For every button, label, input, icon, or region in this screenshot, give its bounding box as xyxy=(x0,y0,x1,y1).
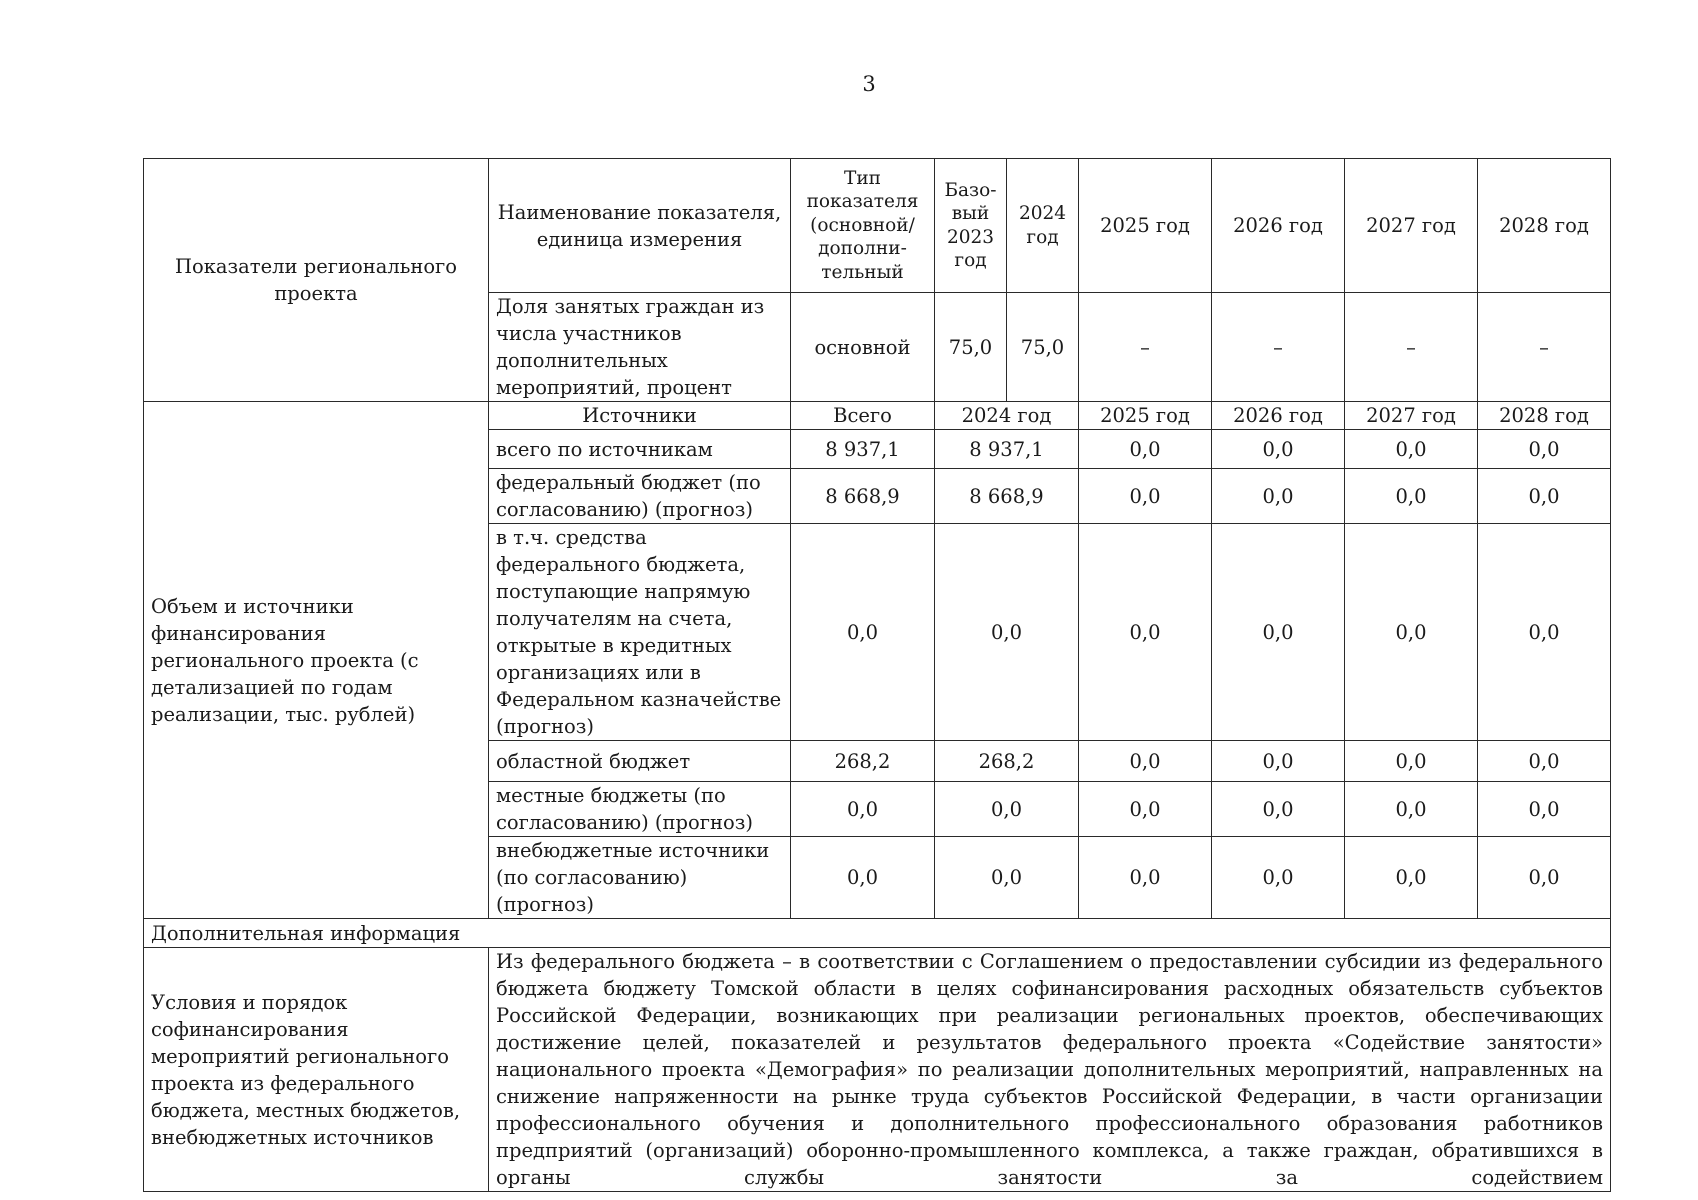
financing-section-label: Объем и источники финансирования регионального проекта (с детализацией по годам реализации, тыс. рублей) xyxy=(144,402,489,919)
indicator-2025: – xyxy=(1079,293,1212,402)
financing-header-row xyxy=(144,402,1611,430)
financing-2026: 0,0 xyxy=(1212,741,1345,782)
financing-2027: 0,0 xyxy=(1345,430,1478,469)
financing-2026: 0,0 xyxy=(1212,524,1345,741)
financing-total: 8 668,9 xyxy=(791,469,935,524)
financing-2028: 0,0 xyxy=(1478,741,1611,782)
financing-2024: 268,2 xyxy=(935,741,1079,782)
financing-2025: 0,0 xyxy=(1079,430,1212,469)
financing-2025: 0,0 xyxy=(1079,782,1212,837)
financing-total: 0,0 xyxy=(791,782,935,837)
financing-2026: 0,0 xyxy=(1212,430,1345,469)
indicator-base-header: Базо-вый 2023 год xyxy=(935,159,1007,293)
financing-source: местные бюджеты (по согласованию) (прогноз) xyxy=(489,782,791,837)
financing-2025: 0,0 xyxy=(1079,741,1212,782)
financing-total: 0,0 xyxy=(791,524,935,741)
indicator-2025-header: 2025 год xyxy=(1079,159,1212,293)
indicator-2027-header: 2027 год xyxy=(1345,159,1478,293)
indicator-2026: – xyxy=(1212,293,1345,402)
financing-2025-header: 2025 год xyxy=(1079,402,1212,430)
financing-source: всего по источникам xyxy=(489,430,791,469)
indicator-2028-header: 2028 год xyxy=(1478,159,1611,293)
financing-2025: 0,0 xyxy=(1079,469,1212,524)
financing-source-header: Источники xyxy=(489,402,791,430)
financing-2024: 0,0 xyxy=(935,524,1079,741)
project-table xyxy=(143,158,1611,1192)
indicator-name-header: Наименование показателя, единица измерения xyxy=(489,159,791,293)
financing-2027: 0,0 xyxy=(1345,524,1478,741)
financing-2026: 0,0 xyxy=(1212,782,1345,837)
indicator-2027: – xyxy=(1345,293,1478,402)
financing-2025: 0,0 xyxy=(1079,524,1212,741)
financing-2028: 0,0 xyxy=(1478,524,1611,741)
financing-2024: 0,0 xyxy=(935,782,1079,837)
financing-2024: 0,0 xyxy=(935,837,1079,919)
indicator-base: 75,0 xyxy=(935,293,1007,402)
additional-label: Условия и порядок софинансирования мероприятий регионального проекта из федерального бюджета, местных бюджетов, внебюджетных источников xyxy=(144,948,489,1192)
financing-2028: 0,0 xyxy=(1478,469,1611,524)
additional-heading: Дополнительная информация xyxy=(144,919,1611,948)
financing-2028-header: 2028 год xyxy=(1478,402,1611,430)
additional-heading-row xyxy=(144,919,1611,948)
financing-total: 268,2 xyxy=(791,741,935,782)
financing-2027: 0,0 xyxy=(1345,469,1478,524)
financing-2027-header: 2027 год xyxy=(1345,402,1478,430)
financing-2026: 0,0 xyxy=(1212,837,1345,919)
indicator-2024: 75,0 xyxy=(1007,293,1079,402)
indicators-header-row xyxy=(144,159,1611,293)
page-number: 3 xyxy=(862,72,876,96)
indicator-type-header: Тип показателя (основной/ дополни-тельный xyxy=(791,159,935,293)
indicator-type: основной xyxy=(791,293,935,402)
financing-2027: 0,0 xyxy=(1345,837,1478,919)
financing-total: 8 937,1 xyxy=(791,430,935,469)
financing-2028: 0,0 xyxy=(1478,782,1611,837)
additional-row xyxy=(144,948,1611,1192)
financing-2028: 0,0 xyxy=(1478,430,1611,469)
indicator-2026-header: 2026 год xyxy=(1212,159,1345,293)
financing-2026-header: 2026 год xyxy=(1212,402,1345,430)
financing-2026: 0,0 xyxy=(1212,469,1345,524)
indicator-name: Доля занятых граждан из числа участников дополнительных мероприятий, процент xyxy=(489,293,791,402)
financing-2027: 0,0 xyxy=(1345,741,1478,782)
financing-source: федеральный бюджет (по согласованию) (прогноз) xyxy=(489,469,791,524)
financing-2028: 0,0 xyxy=(1478,837,1611,919)
additional-text-body: Из федерального бюджета – в соответствии с Соглашением о предоставлении субсидии из федерального бюджета бюджету Томской области в целях софинансирования расходных обязательств субъектов Российской Федерации, возникающих при реализации региональных проектов, обеспечивающих достижение целей, показателей и результатов федерального проекта «Содействие занятости» национального проекта «Демография» по реализации дополнительных мероприятий, направленных на снижение напряженности на рынке труда субъектов Российской Федерации, в части организации профессионального обучения и дополнительного профессионального образования работников предприятий (организаций) оборонно-промышленного комплекса, а также граждан, обратившихся в органы службы занятости за содействием xyxy=(496,950,1603,1189)
indicator-2024-header: 2024 год xyxy=(1007,159,1079,293)
financing-source: в т.ч. средства федерального бюджета, поступающие напрямую получателям на счета, открытые в кредитных организациях или в Федеральном казначействе (прогноз) xyxy=(489,524,791,741)
financing-source: областной бюджет xyxy=(489,741,791,782)
financing-source: внебюджетные источники (по согласованию) (прогноз) xyxy=(489,837,791,919)
financing-total: 0,0 xyxy=(791,837,935,919)
financing-2025: 0,0 xyxy=(1079,837,1212,919)
indicator-2028: – xyxy=(1478,293,1611,402)
indicators-section-label: Показатели регионального проекта xyxy=(144,159,489,402)
financing-total-header: Всего xyxy=(791,402,935,430)
financing-2027: 0,0 xyxy=(1345,782,1478,837)
financing-2024: 8 937,1 xyxy=(935,430,1079,469)
financing-2024-header: 2024 год xyxy=(935,402,1079,430)
additional-text xyxy=(489,948,1611,1192)
financing-2024: 8 668,9 xyxy=(935,469,1079,524)
